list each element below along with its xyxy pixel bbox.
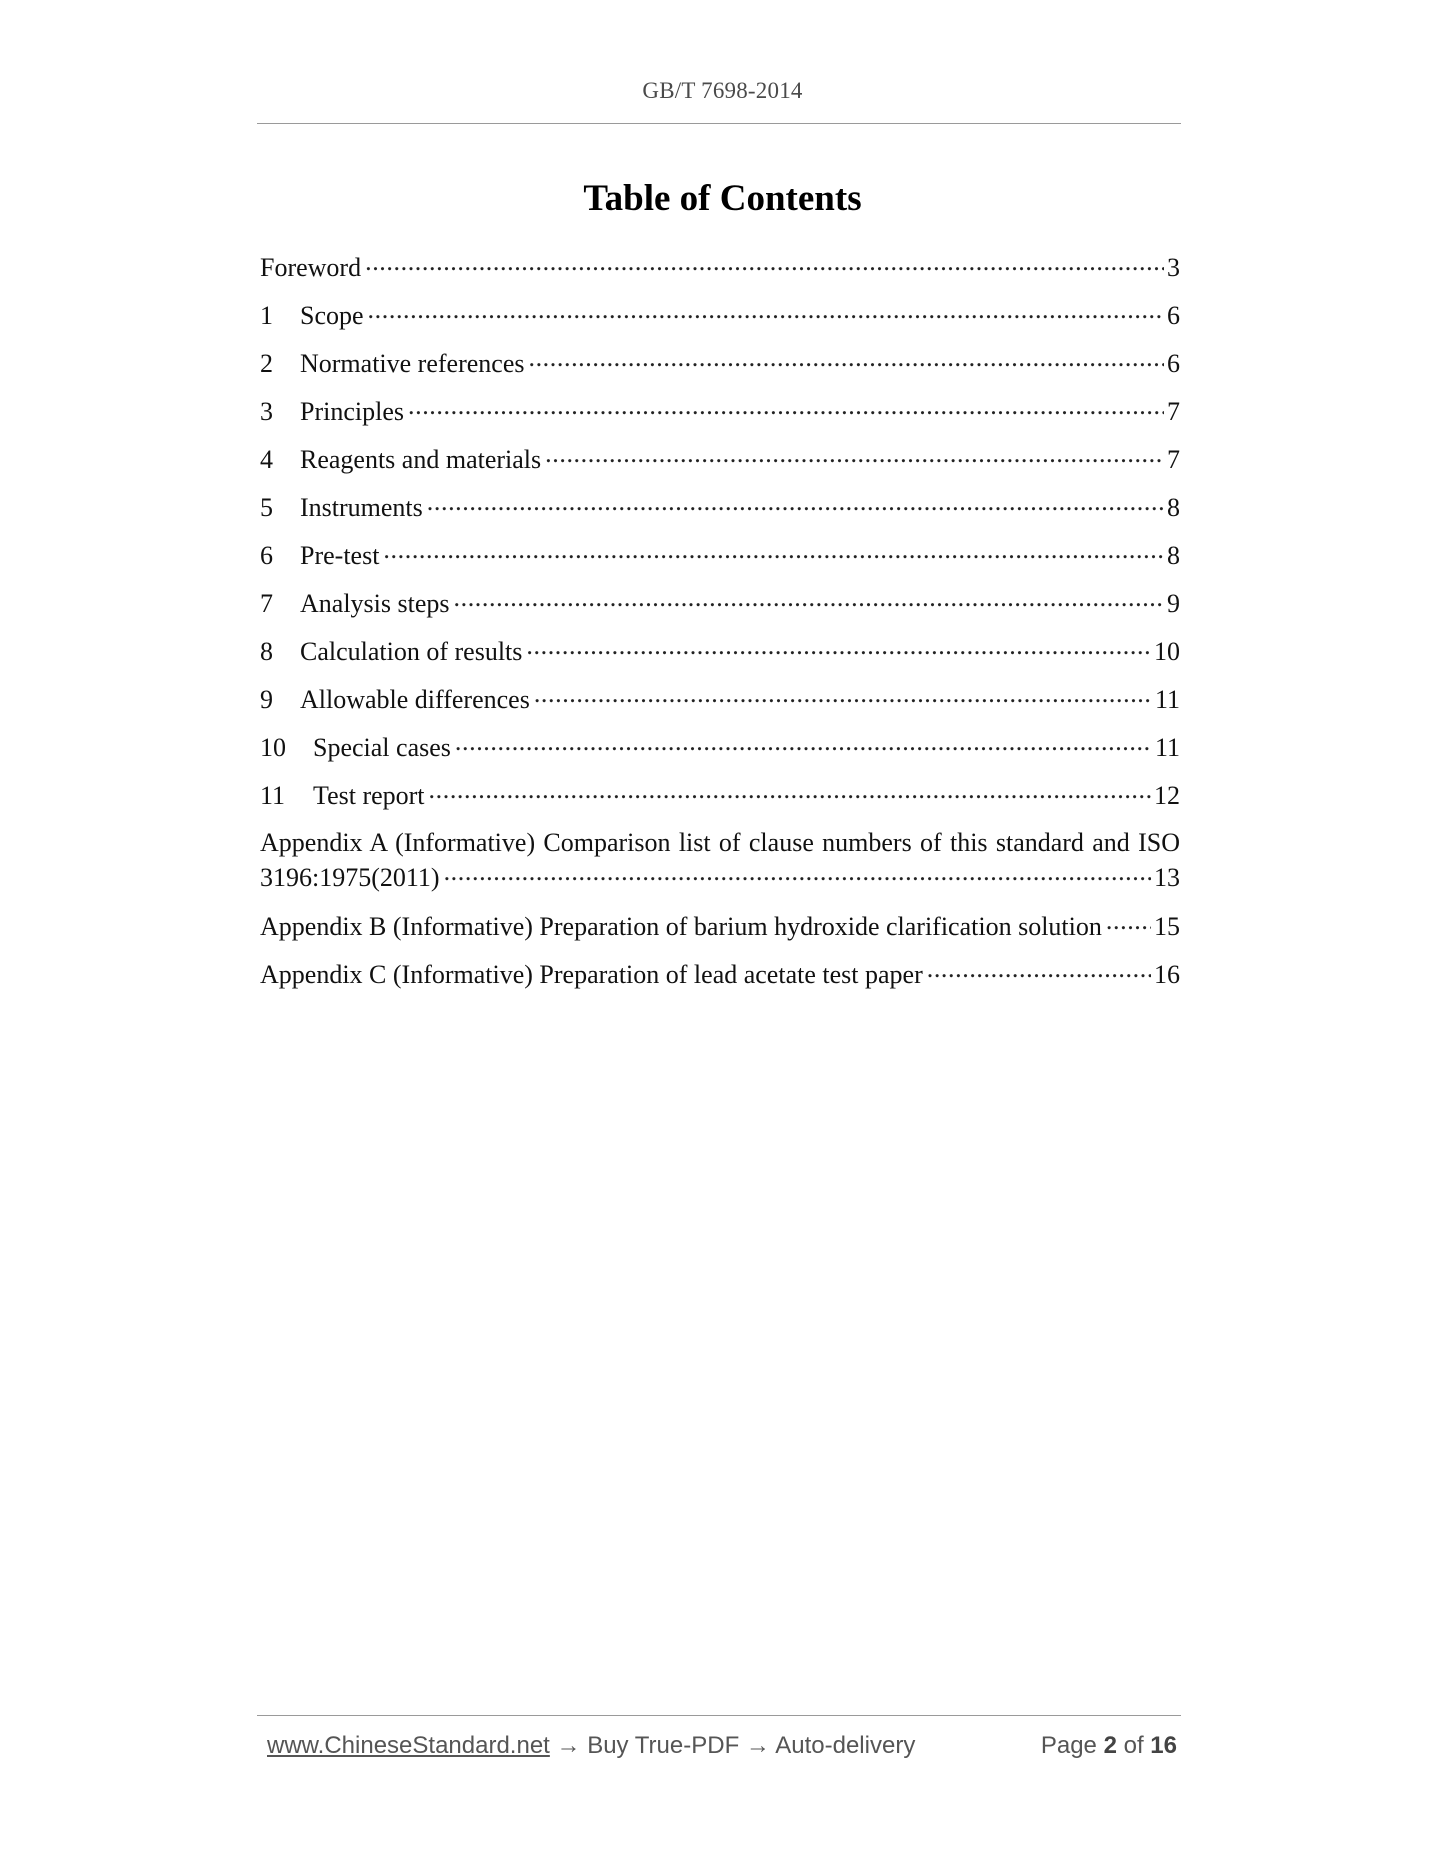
toc-entry-page: 16	[1154, 960, 1180, 989]
toc-leader-dots	[455, 730, 1152, 756]
toc-entry-normative-references[interactable]	[260, 346, 1180, 381]
auto-delivery-text: Auto-delivery	[775, 1732, 916, 1759]
toc-entry-text: Test report	[313, 781, 425, 810]
toc-entry-text: Foreword	[260, 253, 362, 282]
toc-entry-text: Calculation of results	[300, 637, 523, 666]
toc-entry-text: Principles	[300, 397, 404, 426]
toc-entry-text: Appendix B (Informative) Preparation of barium hydroxide clarification solution	[260, 912, 1102, 941]
toc-leader-dots	[365, 250, 1164, 276]
toc-entry-text: Instruments	[300, 493, 423, 522]
toc-entry-page: 7	[1167, 397, 1180, 426]
page-indicator	[1041, 1732, 1177, 1760]
toc-entry-appendix-a[interactable]	[260, 826, 1180, 895]
toc-entry-allowable-differences[interactable]	[260, 682, 1180, 717]
toc-leader-dots	[534, 682, 1152, 708]
toc-entry-page: 11	[1154, 685, 1180, 714]
arrow-right-icon: →	[556, 1732, 581, 1759]
document-id-header: GB/T 7698-2014	[642, 78, 803, 103]
toc-entry-text-continued: 3196:1975(2011)	[260, 863, 440, 892]
toc-entry-text: Appendix C (Informative) Preparation of lead acetate test paper	[260, 960, 923, 989]
toc-entry-scope[interactable]	[260, 298, 1180, 333]
toc-leader-dots	[429, 778, 1151, 804]
footer-divider	[257, 1715, 1181, 1716]
toc-entry-special-cases[interactable]	[260, 730, 1180, 765]
toc-entry-text: Reagents and materials	[300, 445, 542, 474]
toc-leader-dots	[368, 298, 1164, 324]
toc-entry-number: 9	[260, 685, 273, 714]
toc-entry-page: 11	[1154, 733, 1180, 762]
toc-entry-text: Special cases	[313, 733, 451, 762]
toc-leader-dots	[545, 442, 1164, 468]
toc-entry-number: 1	[260, 301, 273, 330]
toc-entry-analysis-steps[interactable]	[260, 586, 1180, 621]
page-footer	[267, 1732, 1177, 1760]
toc-entry-number: 3	[260, 397, 273, 426]
toc-entry-page: 9	[1167, 589, 1180, 618]
toc-entry-text: Scope	[300, 301, 364, 330]
toc-title: Table of Contents	[583, 178, 862, 219]
toc-entry-page: 15	[1154, 912, 1180, 941]
toc-leader-dots	[1106, 909, 1151, 935]
toc-entry-page: 7	[1167, 445, 1180, 474]
toc-leader-dots	[408, 394, 1164, 420]
toc-entry-appendix-c[interactable]	[260, 957, 1180, 992]
toc-entry-page: 6	[1167, 301, 1180, 330]
toc-entry-number: 5	[260, 493, 273, 522]
toc-entry-page: 13	[1154, 863, 1180, 892]
buy-true-pdf-link[interactable]: Buy True-PDF	[587, 1732, 740, 1759]
toc-entry-number: 2	[260, 349, 273, 378]
footer-links	[267, 1732, 915, 1760]
toc-entry-number: 6	[260, 541, 273, 570]
toc-leader-dots	[454, 586, 1165, 612]
toc-entry-appendix-b[interactable]	[260, 909, 1180, 944]
toc-leader-dots	[526, 634, 1151, 660]
toc-leader-dots	[927, 957, 1151, 983]
toc-entry-page: 10	[1154, 637, 1180, 666]
toc-entry-page: 8	[1167, 493, 1180, 522]
current-page-number: 2	[1103, 1732, 1117, 1759]
toc-entry-number: 10	[260, 733, 286, 762]
toc-entry-principles[interactable]	[260, 394, 1180, 429]
site-link[interactable]: www.ChineseStandard.net	[267, 1732, 550, 1759]
toc-leader-dots	[427, 490, 1164, 516]
page-label: Page	[1040, 1732, 1097, 1759]
toc-entry-page: 12	[1154, 781, 1180, 810]
of-label: of	[1123, 1732, 1144, 1759]
toc-leader-dots	[383, 538, 1164, 564]
toc-entry-text: Allowable differences	[300, 685, 530, 714]
toc-entry-text: Appendix A (Informative) Comparison list of clause numbers of this standard and ISO	[260, 828, 1180, 857]
toc-entry-number: 11	[260, 781, 286, 810]
toc-leader-dots	[528, 346, 1164, 372]
toc-entry-pre-test[interactable]	[260, 538, 1180, 573]
toc-entry-text: Pre-test	[300, 541, 380, 570]
header-divider	[257, 123, 1181, 124]
toc-entry-reagents-and-materials[interactable]	[260, 442, 1180, 477]
toc-entry-text: Analysis steps	[300, 589, 450, 618]
toc-entry-calculation-of-results[interactable]	[260, 634, 1180, 669]
toc-entry-text: Normative references	[300, 349, 525, 378]
toc-entry-number: 7	[260, 589, 273, 618]
total-pages-number: 16	[1150, 1732, 1177, 1759]
toc-entry-page: 8	[1167, 541, 1180, 570]
toc-leader-dots	[444, 860, 1151, 886]
toc-entry-test-report[interactable]	[260, 778, 1180, 813]
toc-entry-instruments[interactable]	[260, 490, 1180, 525]
toc-entry-number: 8	[260, 637, 273, 666]
toc-entry-page: 6	[1167, 349, 1180, 378]
toc-entry-foreword[interactable]	[260, 250, 1180, 285]
arrow-right-icon: →	[745, 1732, 770, 1759]
toc-entry-page: 3	[1167, 253, 1180, 282]
toc-entry-number: 4	[260, 445, 273, 474]
